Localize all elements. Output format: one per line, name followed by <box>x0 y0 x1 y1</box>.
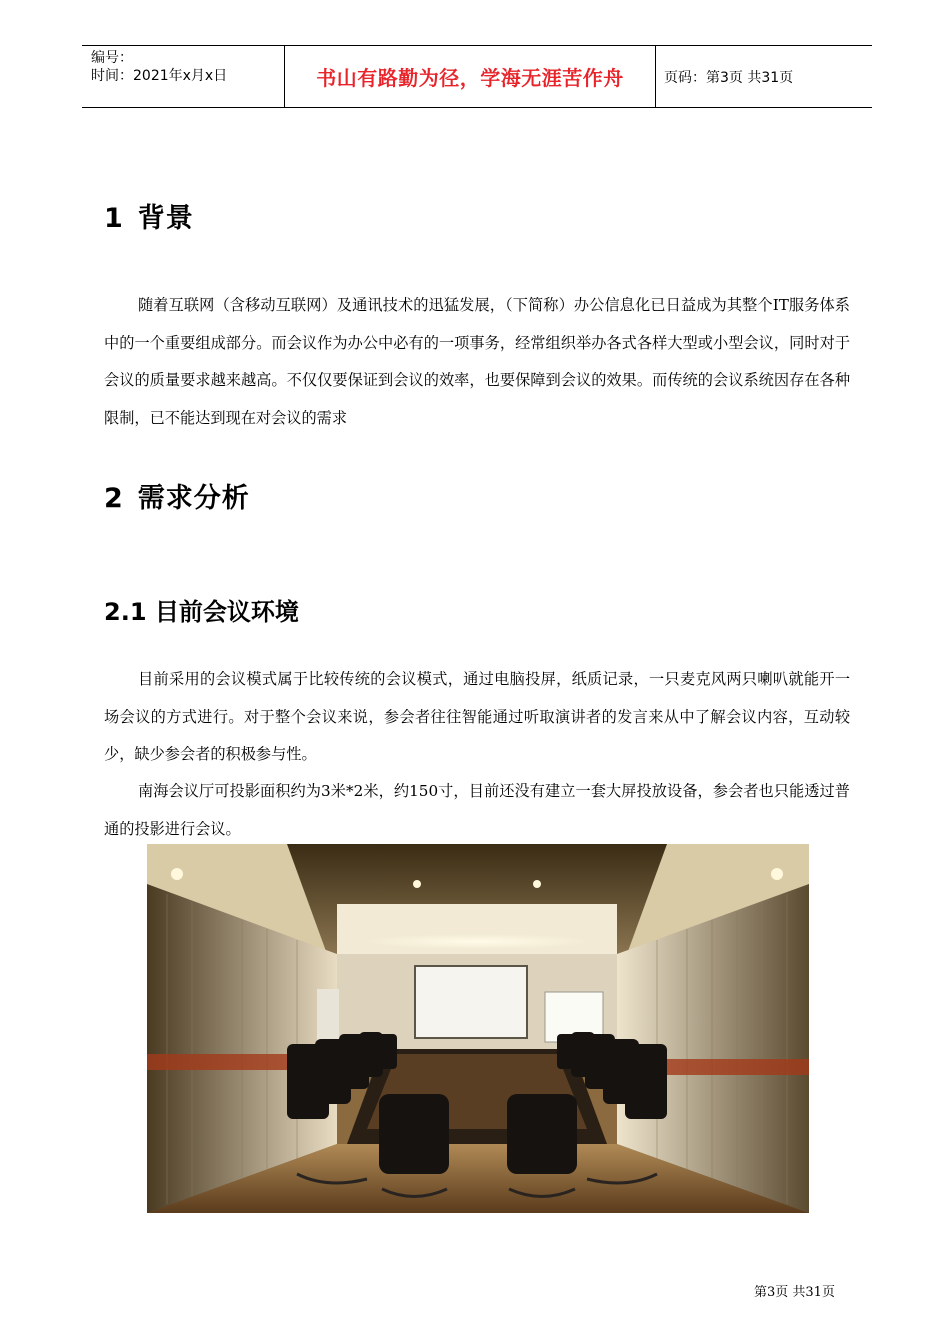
section-number: 1 <box>104 203 124 234</box>
section-number: 2 <box>104 483 124 514</box>
header-motto: 书山有路勤为径，学海无涯苦作舟 <box>284 46 656 107</box>
section-title: 需求分析 <box>137 483 250 514</box>
paragraph-background: 随着互联网（含移动互联网）及通讯技术的迅猛发展，（下简称）办公信息化已日益成为其整个IT服务体系中的一个重要组成部分。而会议作为办公中必有的一项事务，经常组织举办各式各样大型或小型会议，同时对于会议的质量要求越来越高。不仅仅要保证到会议的效率，也要保障到会议的效果。而传统的会议系统因存在各种限制，已不能达到现在对会议的需求 <box>104 296 850 427</box>
header-meta <box>82 46 284 107</box>
section-title: 背景 <box>137 203 194 234</box>
paragraph-current-mode: 目前采用的会议模式属于比较传统的会议模式，通过电脑投屏，纸质记录，一只麦克风两只喇叭就能开一场会议的方式进行。对于整个会议来说，参会者往往智能通过听取演讲者的发言来从中了解会议内容，互动较少，缺少参会者的积极参与性。 <box>104 670 850 763</box>
subsection-heading-current-env: 2.1 目前会议环境 <box>104 598 299 626</box>
section-heading-background <box>104 196 194 235</box>
conference-room-photo <box>147 844 809 1213</box>
number-label: 编号： <box>91 50 133 66</box>
page-footer: 第3页 共31页 <box>754 1285 835 1300</box>
page-header <box>82 45 872 108</box>
paragraph-hall-projection: 南海会议厅可投影面积约为3米*2米，约150寸，目前还没有建立一套大屏投放设备，参会者也只能透过普通的投影进行会议。 <box>104 782 850 838</box>
section-heading-requirements <box>104 476 250 515</box>
header-page-info: 页码：第3页 共31页 <box>664 69 794 86</box>
time-label: 时间：2021年x月x日 <box>91 68 228 84</box>
